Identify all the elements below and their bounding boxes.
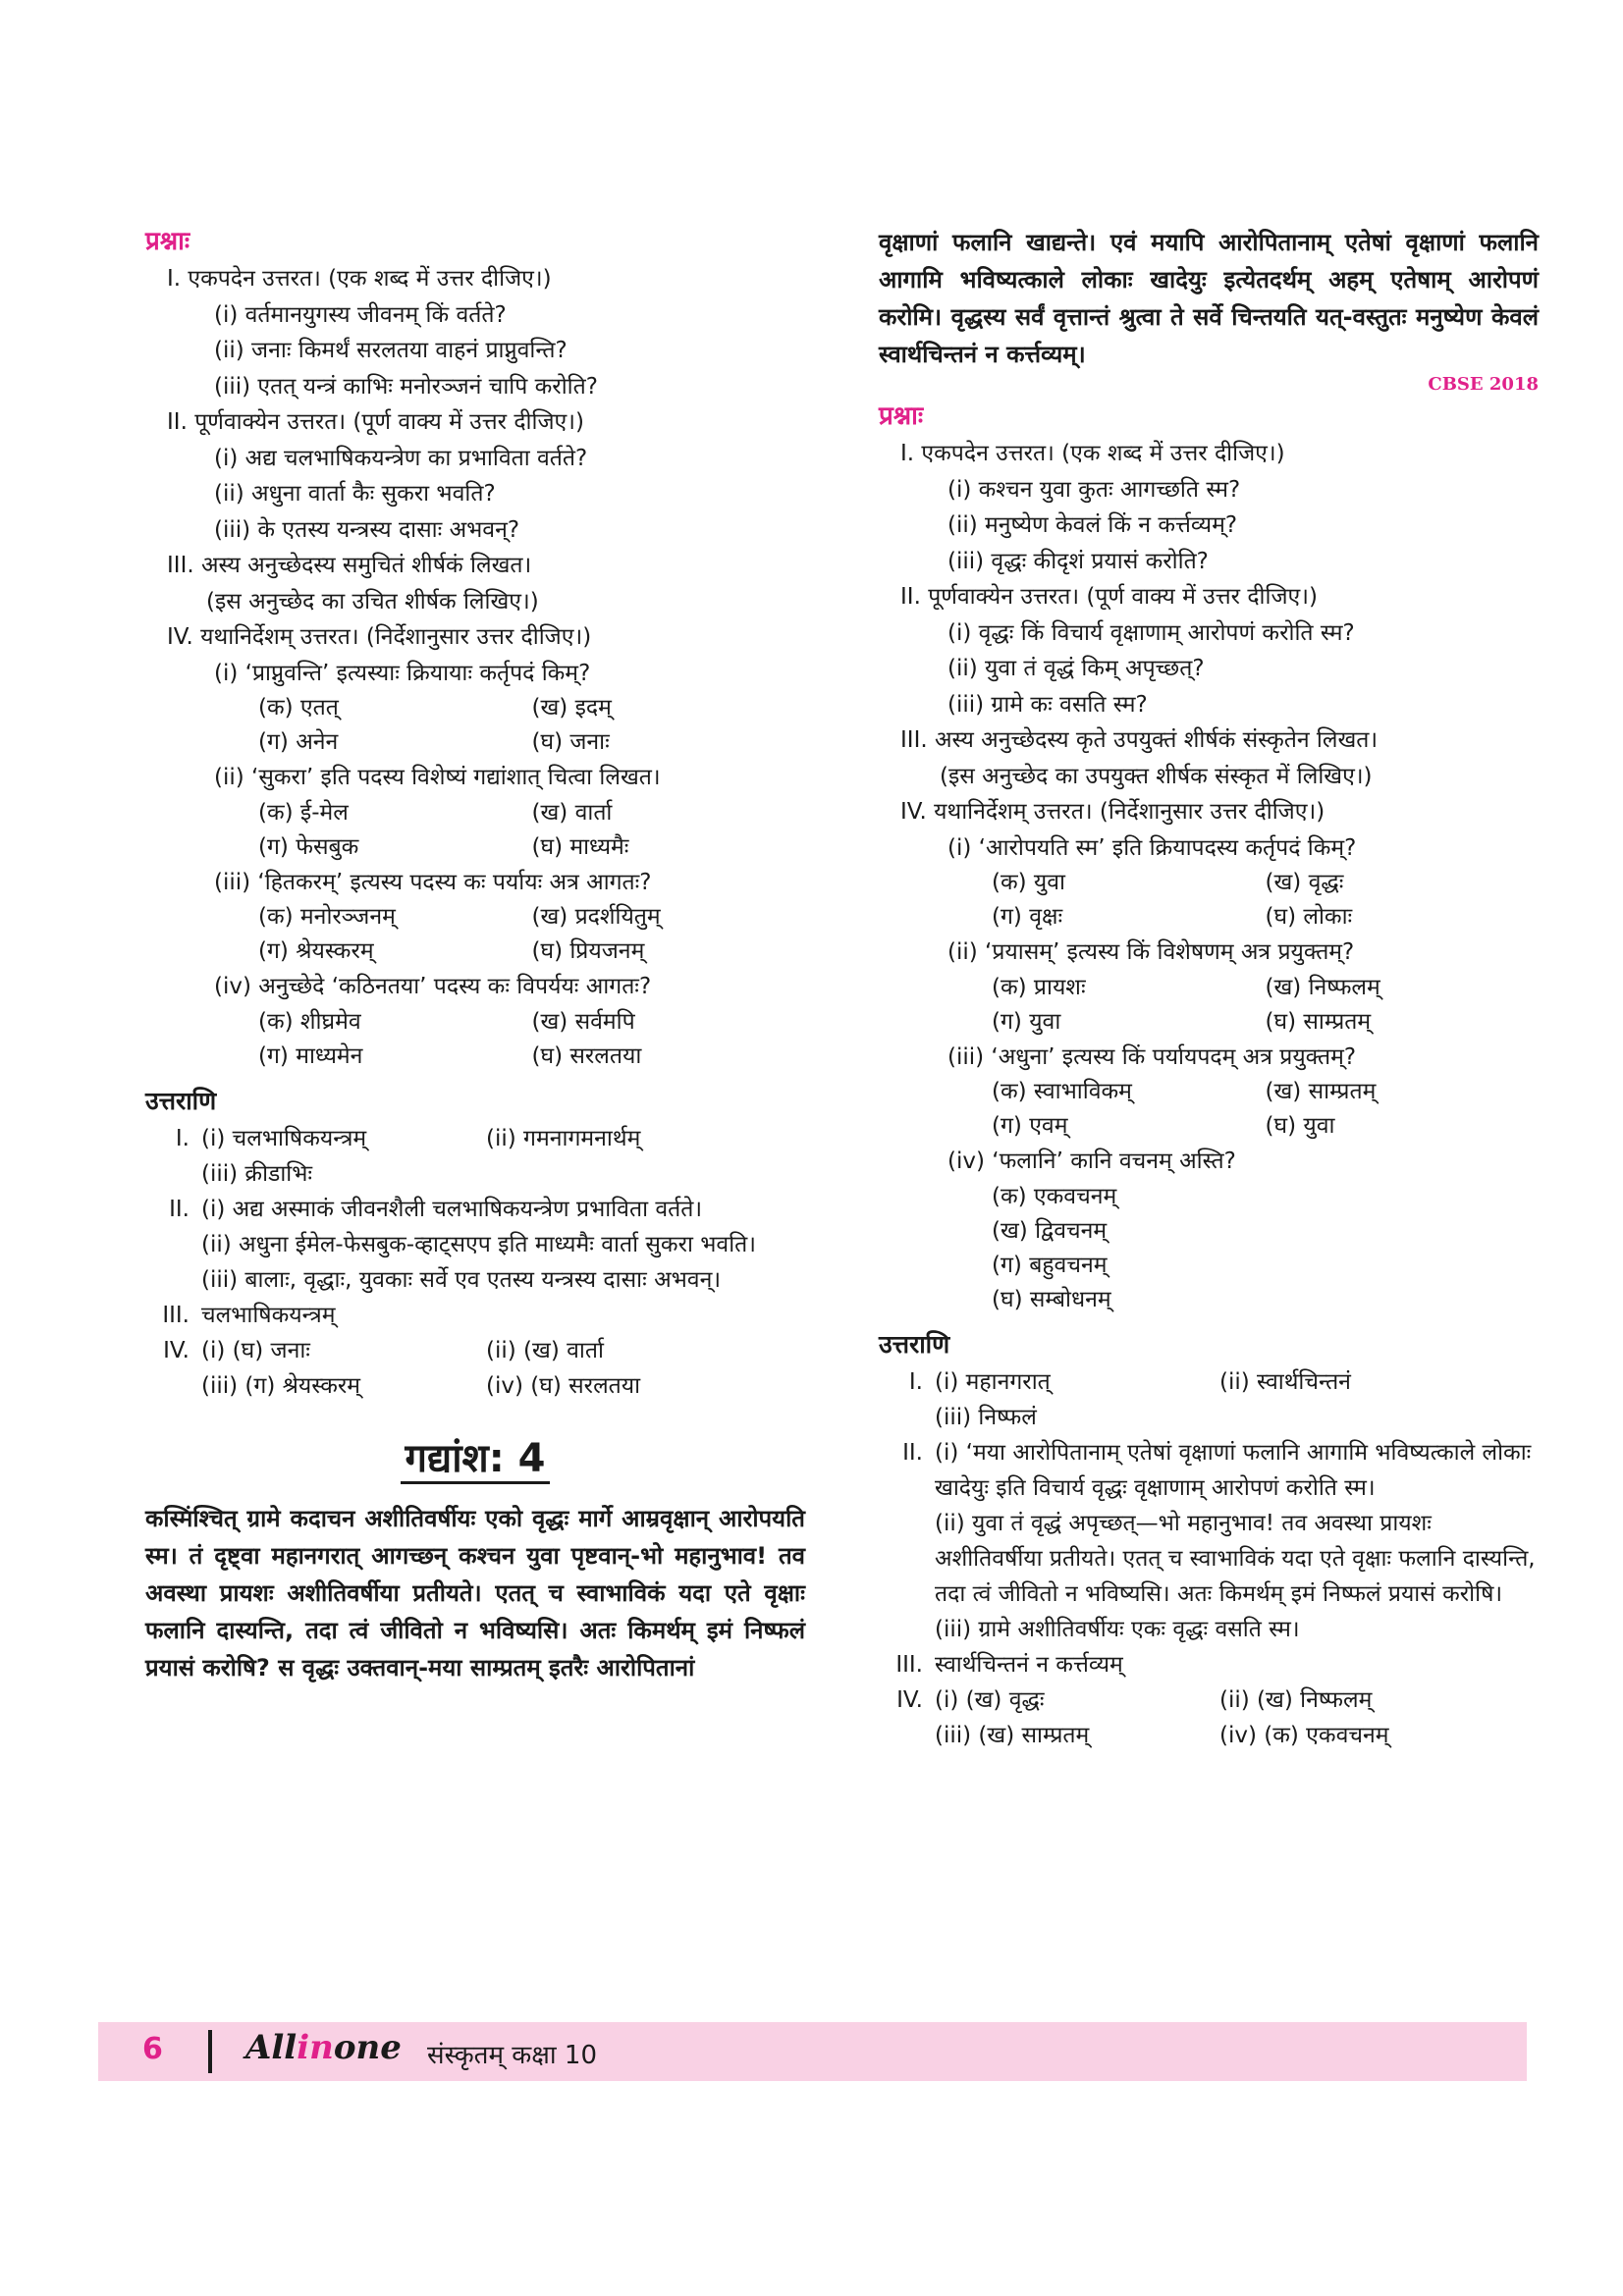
question-4-iii: (iii) ‘हितकरम्’ इत्यस्य पदस्य कः पर्यायः अत्र आगतः? — [214, 869, 652, 895]
answer-3 — [145, 1298, 805, 1333]
answer-1-i: (i) महानगरात् — [935, 1368, 1051, 1395]
answer-3-text: स्वार्थचिन्तनं न कर्त्तव्यम् — [935, 1651, 1123, 1678]
question-3-sub: (इस अनुच्छेद का उचित शीर्षक लिखिए।) — [206, 588, 539, 614]
option: (क) युवा — [992, 870, 1066, 895]
option: (ख) निष्फलम् — [1265, 974, 1380, 1000]
answer-4-iv: (iv) (घ) सरलतया — [486, 1372, 641, 1399]
answer-1-ii: (ii) गमनागमनार्थम् — [486, 1125, 641, 1151]
answer-4-ii: (ii) (ख) निष्फलम् — [1219, 1686, 1373, 1713]
answer-4-iv: (iv) (क) एकवचनम् — [1219, 1722, 1389, 1748]
passage-title: गद्यांश: 4 — [145, 1429, 805, 1488]
options-4-i — [879, 866, 1539, 934]
answer-3 — [879, 1647, 1539, 1682]
answer-key: IV. — [896, 1686, 923, 1713]
answer-4-ii: (ii) (ख) वार्ता — [486, 1337, 604, 1363]
question-2-iii: (iii) के एतस्य यन्त्रस्य दासाः अभवन्? — [214, 516, 520, 543]
option: (क) प्रायशः — [992, 974, 1086, 1000]
answer-2-i: (i) ‘मया आरोपितानाम् एतेषां वृक्षाणां फलानि आगामि भविष्यत्काले लोकाः खादेयुः इति विचार्य वृद्धः वृक्षाणाम् आरोपणं करोति स्म। — [935, 1439, 1532, 1501]
option: (ख) साम्प्रतम् — [1265, 1079, 1377, 1104]
answer-4-i: (i) (ख) वृद्धः — [935, 1686, 1045, 1713]
options-4-ii — [879, 971, 1539, 1040]
brand-logo: Allinone — [245, 2028, 402, 2067]
option: (घ) माध्यमैः — [531, 833, 629, 860]
question-2-ii: (ii) अधुना वार्ता कैः सुकरा भवति? — [214, 481, 496, 507]
answer-2-iii: (iii) बालाः, वृद्धाः, युवकाः सर्वे एव एतस्य यन्त्रस्य दासाः अभवन्। — [201, 1266, 722, 1293]
option: (क) ई-मेल — [258, 799, 349, 826]
answer-key: I. — [175, 1125, 189, 1151]
question-3-label: III. अस्य अनुच्छेदस्य समुचितं शीर्षकं लिखत। — [167, 553, 532, 578]
questions-heading: प्रश्नाः — [145, 227, 190, 256]
options-4-ii — [145, 796, 805, 865]
answer-2 — [879, 1435, 1539, 1506]
option: (घ) लोकाः — [1265, 904, 1353, 930]
answer-3-text: चलभाषिकयन्त्रम् — [201, 1302, 336, 1328]
option: (ग) माध्यमेन — [258, 1042, 363, 1069]
question-4-ii: (ii) ‘सुकरा’ इति पदस्य विशेष्यं गद्यांशात् चित्वा लिखत। — [214, 765, 661, 790]
option: (ग) वृक्षः — [992, 904, 1063, 930]
question-2-ii: (ii) युवा तं वृद्धं किम् अपृच्छत्? — [947, 656, 1205, 681]
question-1-iii: (iii) एतत् यन्त्रं काभिः मनोरञ्जनं चापि करोति? — [214, 373, 598, 400]
option: (ग) श्रेयस्करम् — [258, 938, 374, 964]
option: (ग) एवम् — [992, 1113, 1068, 1139]
question-4-i: (i) ‘आरोपयति स्म’ इति क्रियापदस्य कर्तृपदं किम्? — [947, 834, 1357, 861]
question-2-i: (i) वृद्धः किं विचार्य वृक्षाणाम् आरोपणं करोति स्म? — [947, 619, 1355, 646]
option: (घ) जनाः — [531, 729, 610, 755]
options-4-iv — [145, 1005, 805, 1074]
answer-4 — [145, 1333, 805, 1368]
answer-2-i: (i) अद्य अस्माकं जीवनशैली चलभाषिकयन्त्रेण प्रभाविता वर्तते। — [201, 1196, 703, 1222]
answer-key: IV. — [163, 1337, 189, 1363]
options-4-i — [145, 691, 805, 760]
passage-text: कस्मिंश्चित् ग्रामे कदाचन अशीतिवर्षीयः एको वृद्धः मार्गे आम्रवृक्षान् आरोपयति स्म। तं दृष्ट्वा महानगरात् आगच्छन् कश्चन युवा पृष्टवान्-भो महानुभाव! तव अवस्था प्रायशः अशीतिवर्षीया प्रतीयते। एतत् च स्वाभाविकं यदा एते वृक्षाः फलानि दास्यन्ति, तदा त्वं जीवितो न भविष्यसि। अतः किमर्थम् इमं निष्फलं प्रयासं करोषि? स वृद्धः उक्तवान्-मया साम्प्रतम् इतरैः आरोपितानां — [145, 1504, 805, 1682]
option: (घ) प्रियजनम् — [531, 938, 645, 964]
source-badge: CBSE 2018 — [1428, 374, 1539, 395]
answer-key: III. — [162, 1302, 189, 1328]
option: (घ) साम्प्रतम् — [1265, 1008, 1372, 1035]
questions-heading: प्रश्नाः — [879, 401, 924, 431]
answer-4 — [879, 1682, 1539, 1718]
page-footer — [98, 2022, 1527, 2081]
page-number: 6 — [142, 2032, 163, 2066]
answer-key: I. — [908, 1368, 923, 1395]
question-2-label: II. पूर्णवाक्येन उत्तरत। (पूर्ण वाक्य में उत्तर दीजिए।) — [167, 409, 584, 435]
option: (ग) युवा — [992, 1008, 1061, 1035]
question-1-label: I. एकपदेन उत्तरत। (एक शब्द में उत्तर दीजिए।) — [167, 266, 552, 292]
options-4-iii — [145, 900, 805, 969]
answer-2-ii: (ii) अधुना ईमेल-फेसबुक-व्हाट्सएप इति माध्यमैः वार्ता सुकरा भवति। — [201, 1231, 756, 1257]
question-1-iii: (iii) वृद्धः कीदृशं प्रयासं करोति? — [947, 548, 1209, 574]
answer-1 — [879, 1364, 1539, 1400]
question-2-i: (i) अद्य चलभाषिकयन्त्रेण का प्रभाविता वर्तते? — [214, 445, 588, 471]
answer-4-i: (i) (घ) जनाः — [201, 1337, 310, 1363]
question-2-label: II. पूर्णवाक्येन उत्तरत। (पूर्ण वाक्य में उत्तर दीजिए।) — [900, 584, 1318, 610]
option: (क) स्वाभाविकम् — [992, 1079, 1132, 1104]
option: (ग) अनेन — [258, 729, 339, 755]
option: (घ) सरलतया — [531, 1042, 642, 1069]
answer-1-ii: (ii) स्वार्थचिन्तनं — [1219, 1368, 1351, 1395]
answer-2-ii: (ii) युवा तं वृद्धं अपृच्छत्—भो महानुभाव! तव अवस्था प्रायशः अशीतिवर्षीया प्रतीयते। एतत् च स्वाभाविकं यदा एते वृक्षाः फलानि दास्यन्ति, तदा त्वं जीवितो न भविष्यसि। अतः किमर्थम् इमं निष्फलं प्रयासं करोषि। — [935, 1510, 1536, 1607]
answer-4-iii: (iii) (ग) श्रेयस्करम् — [201, 1372, 361, 1399]
left-column — [145, 222, 805, 1686]
option: (ग) बहुवचनम् — [992, 1252, 1108, 1278]
question-2-iii: (iii) ग्रामे कः वसति स्म? — [947, 691, 1148, 718]
right-column — [879, 224, 1539, 1753]
footer-divider — [208, 2030, 212, 2073]
answers-heading: उत्तराणि — [145, 1086, 217, 1115]
option: (ग) फेसबुक — [258, 833, 359, 860]
option: (क) एतत् — [258, 695, 339, 721]
question-3-sub: (इस अनुच्छेद का उपयुक्त शीर्षक संस्कृत में लिखिए।) — [940, 763, 1373, 789]
answers-heading: उत्तराणि — [879, 1329, 950, 1359]
option: (क) शीघ्रमेव — [258, 1008, 361, 1035]
footer-subject: संस्कृतम् कक्षा 10 — [427, 2041, 597, 2070]
options-4-iv — [879, 1180, 1539, 1317]
question-4-label: IV. यथानिर्देशम् उत्तरत। (निर्देशानुसार उत्तर दीजिए।) — [900, 799, 1325, 825]
question-1-label: I. एकपदेन उत्तरत। (एक शब्द में उत्तर दीजिए।) — [900, 441, 1285, 466]
question-4-ii: (ii) ‘प्रयासम्’ इत्यस्य किं विशेषणम् अत्र प्रयुक्तम्? — [947, 939, 1355, 965]
option: (क) मनोरञ्जनम् — [258, 904, 396, 930]
answer-2 — [145, 1192, 805, 1227]
option: (ख) इदम् — [531, 695, 612, 721]
option: (ख) वृद्धः — [1265, 870, 1344, 895]
answer-1-iii: (iii) निष्फलं — [935, 1404, 1037, 1430]
option: (क) एकवचनम् — [992, 1183, 1117, 1209]
option: (घ) सम्बोधनम् — [992, 1286, 1111, 1312]
question-1-i: (i) वर्तमानयुगस्य जीवनम् किं वर्तते? — [214, 301, 507, 328]
answer-4-iii: (iii) (ख) साम्प्रतम् — [935, 1722, 1090, 1748]
answer-key: II. — [169, 1196, 189, 1222]
question-4-iv: (iv) ‘फलानि’ कानि वचनम् अस्ति? — [947, 1148, 1236, 1174]
option: (ख) द्विवचनम् — [992, 1217, 1108, 1244]
options-4-iii — [879, 1075, 1539, 1144]
option: (ख) वार्ता — [531, 799, 613, 826]
question-4-iii: (iii) ‘अधुना’ इत्यस्य किं पर्यायपदम् अत्र प्रयुक्तम्? — [947, 1043, 1357, 1070]
option: (ख) सर्वमपि — [531, 1008, 635, 1035]
question-1-ii: (ii) मनुष्येण केवलं किं न कर्त्तव्यम्? — [947, 512, 1238, 538]
answer-1-row2 — [145, 1156, 805, 1192]
answer-1-i: (i) चलभाषिकयन्त्रम् — [201, 1125, 367, 1151]
question-4-iv: (iv) अनुच्छेदे ‘कठिनतया’ पदस्य कः विपर्ययः आगतः? — [214, 974, 652, 999]
passage-continued: वृक्षाणां फलानि खाद्यन्ते। एवं मयापि आरोपितानाम् एतेषां वृक्षाणां फलानि आगामि भविष्यत्काले लोकाः खादेयुः इत्येतदर्थम् अहम् एतेषाम् आरोपणं करोमि। वृद्धस्य सर्वं वृत्तान्तं श्रुत्वा ते सर्वे चिन्तयति यत्-वस्तुतः मनुष्येण केवलं स्वार्थचिन्तनं न कर्त्तव्यम्। — [879, 229, 1539, 368]
answer-key: III. — [895, 1651, 923, 1678]
question-4-i: (i) ‘प्राप्नुवन्ति’ इत्यस्याः क्रियायाः कर्तृपदं किम्? — [214, 660, 591, 686]
question-3-label: III. अस्य अनुच्छेदस्य कृते उपयुक्तं शीर्षकं संस्कृतेन लिखत। — [900, 727, 1379, 753]
answer-1-iii: (iii) क्रीडाभिः — [201, 1160, 313, 1187]
option: (घ) युवा — [1265, 1113, 1335, 1139]
question-4-label: IV. यथानिर्देशम् उत्तरत। (निर्देशानुसार उत्तर दीजिए।) — [167, 624, 592, 650]
option: (ख) प्रदर्शयितुम् — [531, 904, 661, 930]
question-1-i: (i) कश्चन युवा कुतः आगच्छति स्म? — [947, 476, 1241, 503]
answer-key: II. — [902, 1439, 923, 1466]
answer-1 — [145, 1121, 805, 1156]
answer-2-iii: (iii) ग्रामे अशीतिवर्षीयः एकः वृद्धः वसति स्म। — [935, 1616, 1300, 1642]
question-1-ii: (ii) जनाः किमर्थं सरलतया वाहनं प्राप्नुवन्ति? — [214, 338, 568, 363]
